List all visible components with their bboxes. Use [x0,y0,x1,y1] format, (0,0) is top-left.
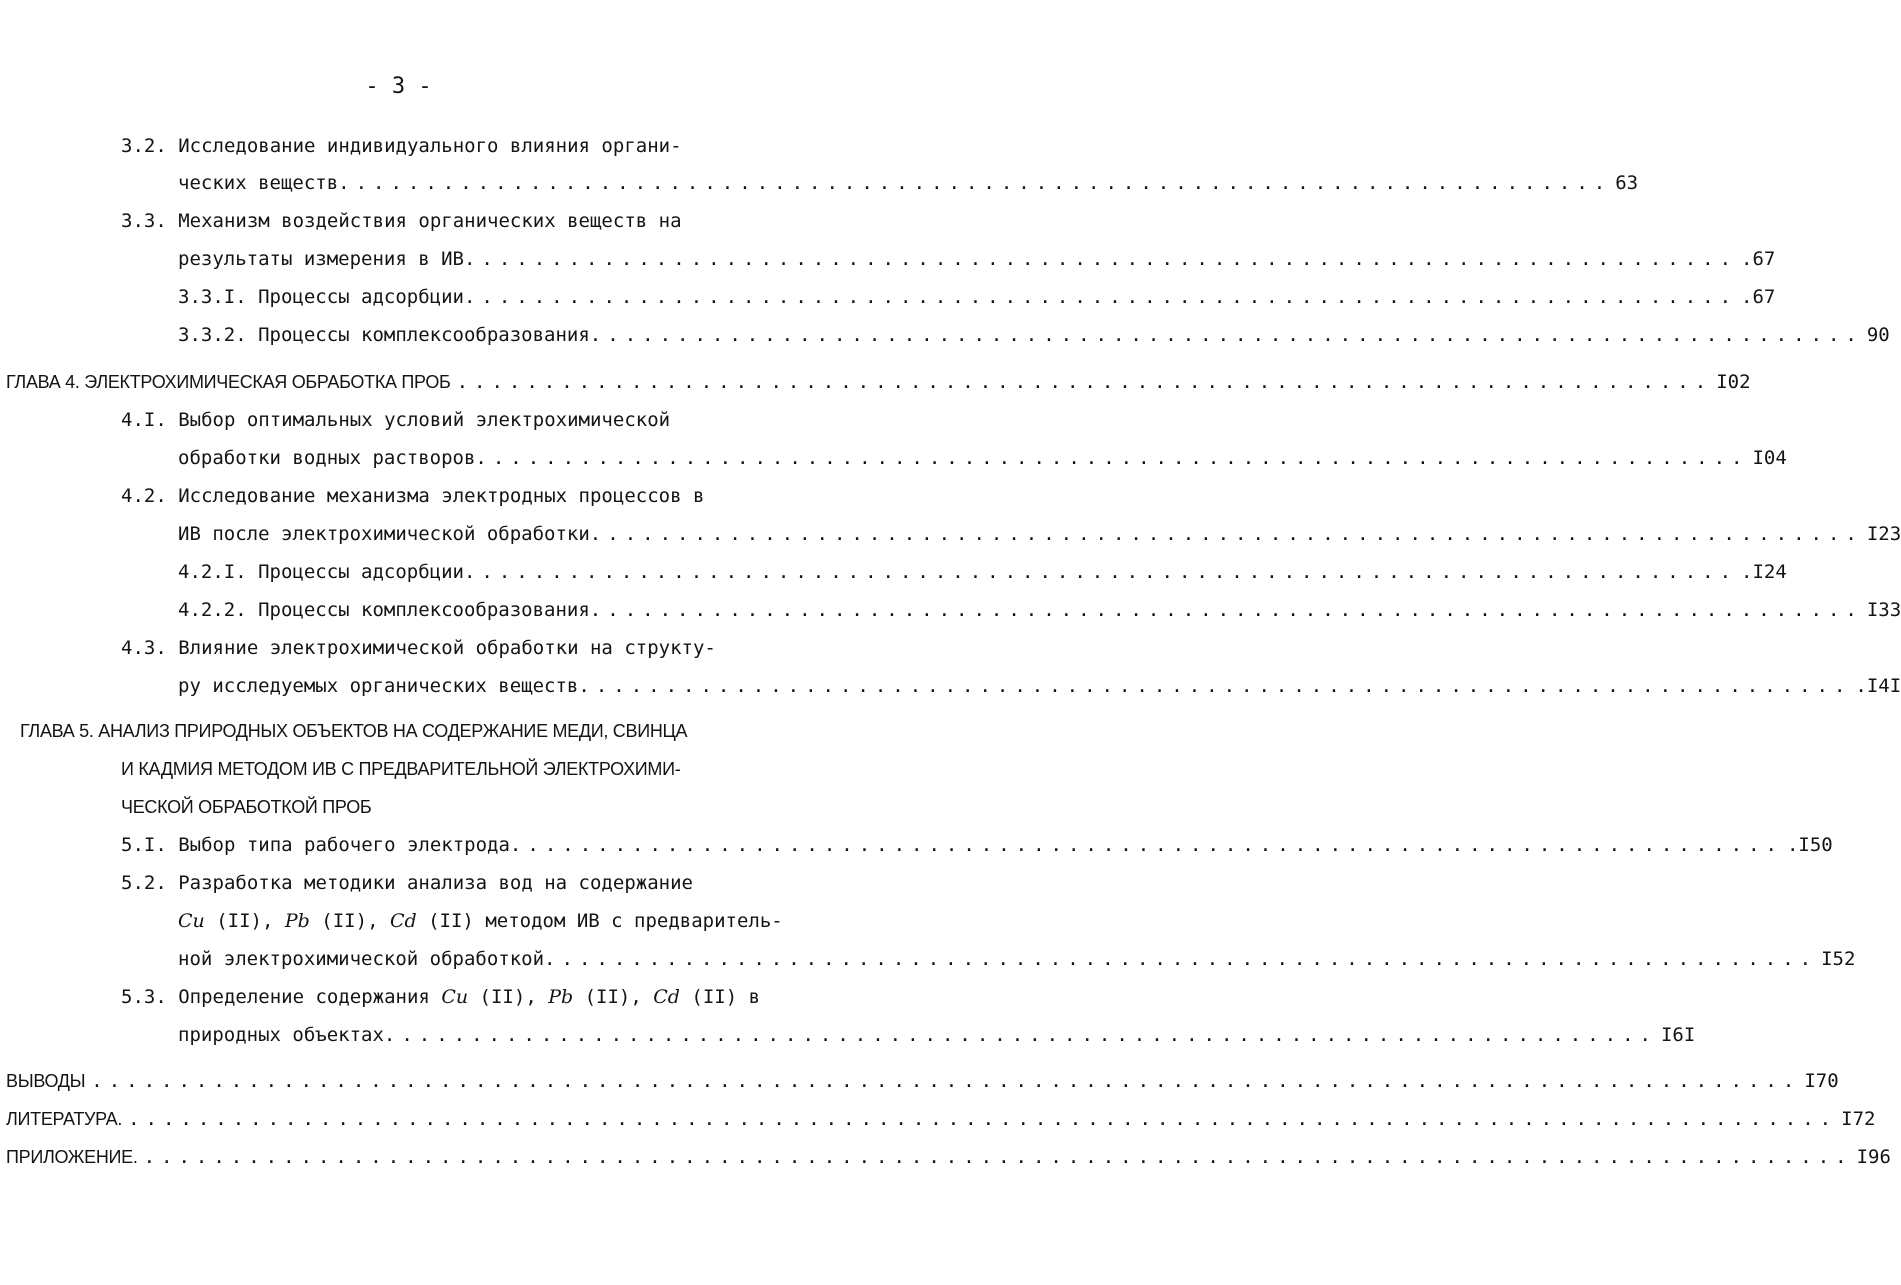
toc-entry-4-3 [178,671,1901,701]
toc-entry-literature [6,1104,1876,1134]
toc-4-2-line2: ИВ после электрохимической обработки. [178,523,602,545]
toc-5-3-page: I6I [1660,1024,1696,1046]
toc-entry-3-3-2 [178,320,1890,350]
toc-entry-5-2 [178,944,1856,974]
toc-3-3-line1: 3.3. Механизм воздействия органических веществ на [121,210,682,232]
leader-dots: ........................................................................ [401,1024,1657,1046]
oxidation-state: (II) [691,986,738,1008]
toc-ch4-title: ГЛАВА 4. ЭЛЕКТРОХИМИЧЕСКАЯ ОБРАБОТКА ПРОБ [6,372,451,392]
toc-entry-5-1 [121,830,1833,860]
toc-ch4-page: I02 [1716,371,1751,393]
toc-conclusions-title: ВЫВОДЫ [6,1071,86,1091]
toc-3-2-page: 63 [1615,172,1639,194]
toc-3-3-line2: результаты измерения в ИВ. [178,248,476,270]
toc-chapter-4 [6,367,1751,397]
toc-5-2-line2-tail: методом ИВ с предваритель- [485,910,783,932]
toc-4-1-page: I04 [1752,447,1787,469]
toc-4-2-page: I23 [1866,523,1901,545]
toc-5-3-line1: 5.3. Определение содержания Cu (II), Pb (II), Cd (II) в [121,986,761,1008]
leader-dots: .................................................................................................. [143,1146,1853,1168]
toc-5-3-suffix: в [748,986,761,1008]
toc-5-1-title: 5.I. Выбор типа рабочего электрода. [121,834,522,856]
toc-5-1-page: .I50 [1786,834,1833,856]
element-pb: Pb [284,910,310,932]
leader-dots: ........................................................................ [561,948,1818,970]
toc-5-3-line2: природных объектах. [178,1024,396,1046]
leader-dots: ........................................................................ [607,523,1863,545]
toc-literature-page: I72 [1841,1108,1876,1130]
page-number: - 3 - [365,74,432,99]
toc-ch5-line3: ЧЕСКОЙ ОБРАБОТКОЙ ПРОБ [121,797,372,817]
toc-3-3-2-title: 3.3.2. Процессы комплексообразования. [178,324,602,346]
toc-3-2-line1: 3.2. Исследование индивидуального влияния органи- [121,135,682,157]
toc-4-3-line1: 4.3. Влияние электрохимической обработки на структу- [121,637,716,659]
toc-entry-appendix [6,1142,1891,1172]
toc-4-3-line2: ру исследуемых органических веществ. [178,675,590,697]
toc-4-2-1-page: .I24 [1741,561,1787,583]
toc-ch5-line1: ГЛАВА 5. АНАЛИЗ ПРИРОДНЫХ ОБЪЕКТОВ НА СОДЕРЖАНИЕ МЕДИ, СВИНЦА [20,721,688,741]
leader-dots: ........................................................................ [607,324,1863,346]
toc-conclusions-page: I70 [1804,1070,1839,1092]
leader-dots: ........................................................................ [607,599,1863,621]
toc-4-1-line2: обработки водных растворов. [178,447,487,469]
oxidation-state: (II) [479,986,526,1008]
toc-3-3-page: .67 [1741,248,1776,270]
toc-3-3-2-page: 90 [1866,324,1890,346]
leader-dots: ........................................................................ [481,286,1738,308]
toc-4-2-2-page: I33 [1866,599,1901,621]
oxidation-state: (II) [321,910,368,932]
toc-entry-3-3 [178,244,1776,274]
leader-dots: ........................................................................ [355,172,1612,194]
toc-5-3-prefix: 5.3. Определение содержания [121,986,430,1008]
toc-entry-4-1 [178,443,1787,473]
toc-appendix-page: I96 [1856,1146,1891,1168]
toc-entry-conclusions [6,1066,1839,1096]
toc-entry-4-2 [178,519,1901,549]
toc-entry-3-3-1 [178,282,1776,312]
toc-entry-4-2-1 [178,557,1787,587]
toc-5-2-line2: Cu (II), Pb (II), Cd (II) методом ИВ с предваритель- [178,910,783,932]
toc-5-2-page: I52 [1821,948,1856,970]
toc-entry-3-2 [178,168,1639,198]
toc-literature-title: ЛИТЕРАТУРА. [6,1109,123,1129]
element-cu: Cu [178,910,205,932]
leader-dots: ........................................................................ [456,371,1713,393]
toc-entry-5-3 [178,1020,1696,1050]
toc-3-2-line2: ческих веществ. [178,172,350,194]
oxidation-state: (II) [428,910,474,932]
toc-5-2-line3: ной электрохимической обработкой. [178,948,556,970]
element-pb: Pb [548,986,574,1008]
toc-3-3-1-page: .67 [1741,286,1776,308]
oxidation-state: (II) [584,986,631,1008]
toc-4-3-page: .I4I [1855,675,1901,697]
leader-dots: ........................................................................ [481,248,1738,270]
toc-5-2-line1: 5.2. Разработка методики анализа вод на содержание [121,872,693,894]
leader-dots: ........................................................................ [492,447,1749,469]
leader-dots: ........................................................................ [595,675,1852,697]
leader-dots: ........................................................................ [527,834,1783,856]
element-cd: Cd [389,910,417,932]
element-cu: Cu [441,986,469,1008]
leader-dots: .................................................................................................. [91,1070,1801,1092]
toc-4-2-1-title: 4.2.I. Процессы адсорбции. [178,561,476,583]
leader-dots: .................................................................................................. [128,1108,1838,1130]
toc-4-2-2-title: 4.2.2. Процессы комплексообразования. [178,599,602,621]
toc-appendix-title: ПРИЛОЖЕНИЕ. [6,1147,138,1167]
oxidation-state: (II) [216,910,262,932]
toc-ch5-line2: И КАДМИЯ МЕТОДОМ ИВ С ПРЕДВАРИТЕЛЬНОЙ ЭЛЕКТРОХИМИ- [121,759,681,779]
toc-entry-4-2-2 [178,595,1901,625]
element-cd: Cd [653,986,680,1008]
toc-4-1-line1: 4.I. Выбор оптимальных условий электрохимической [121,409,671,431]
toc-3-3-1-title: 3.3.I. Процессы адсорбции. [178,286,476,308]
leader-dots: ........................................................................ [481,561,1738,583]
toc-4-2-line1: 4.2. Исследование механизма электродных процессов в [121,485,705,507]
